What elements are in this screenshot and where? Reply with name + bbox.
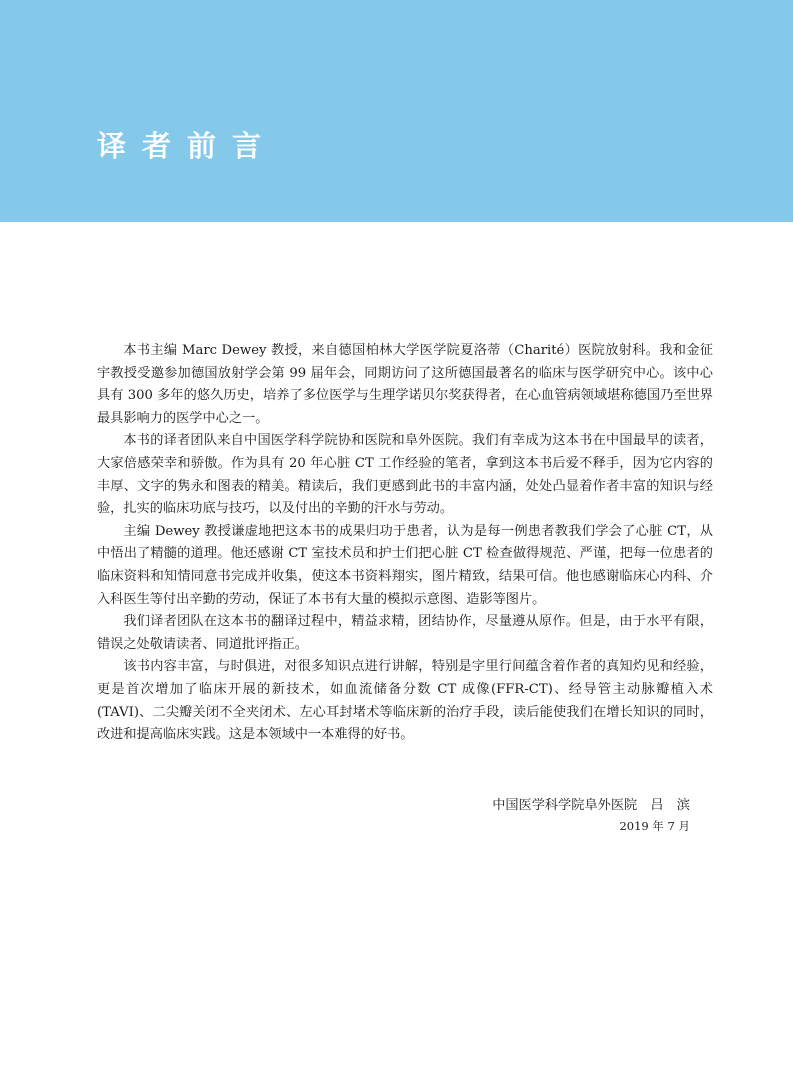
paragraph: 主编 Dewey 教授谦虚地把这本书的成果归功于患者，认为是每一例患者教我们学会了心脏 CT，从中悟出了精髓的道理。他还感谢 CT 室技术员和护士们把心脏 CT 检查做得规范、严谨，把每一位患者的临床资料和知情同意书完成并收集，使这本书资料翔实，图片精致，结果可信。他也感谢临床心内科、介入科医生等付出辛勤的劳动，保证了本书有大量的模拟示意图、造影等图片。 [97,523,713,607]
signature-affiliation-name: 中国医学科学院阜外医院 吕 滨 [492,798,690,813]
paragraph: 该书内容丰富，与时俱进，对很多知识点进行讲解，特别是字里行间蕴含着作者的真知灼见和经验，更是首次增加了临床开展的新技术，如血流储备分数 CT 成像(FFR-CT)、经导管主动脉瓣植入术(TAVI)、二尖瓣关闭不全夹闭术、左心耳封堵术等临床新的治疗手段，读后能使我们在增长知识的同时，改进和提高临床实践。这是本领域中一本难得的好书。 [97,659,713,743]
paragraph: 我们译者团队在这本书的翻译过程中，精益求精，团结协作，尽量遵从原作。但是，由于水平有限，错误之处敬请读者、同道批评指正。 [97,614,713,652]
signature-block [440,795,690,835]
header-band [0,0,793,222]
signature-date: 2019 年 7 月 [619,819,690,833]
paragraph: 本书主编 Marc Dewey 教授，来自德国柏林大学医学院夏洛蒂（Charité）医院放射科。我和金征宇教授受邀参加德国放射学会第 99 届年会，同期访问了这所德国最著名的临床与医学研究中心。该中心具有 300 多年的悠久历史，培养了多位医学与生理学诺贝尔奖获得者，在心血管病领域堪称德国乃至世界最具影响力的医学中心之一。 [97,343,713,426]
paragraph: 本书的译者团队来自中国医学科学院协和医院和阜外医院。我们有幸成为这本书在中国最早的读者，大家倍感荣幸和骄傲。作为具有 20 年心脏 CT 工作经验的笔者，拿到这本书后爱不释手，因为它内容的丰厚、文字的隽永和图表的精美。精读后，我们更感到此书的丰富内涵，处处凸显着作者丰富的知识与经验，扎实的临床功底与技巧，以及付出的辛勤的汗水与劳动。 [97,433,713,517]
preface-body [97,340,713,747]
page-title: 译者前言 [97,129,278,163]
